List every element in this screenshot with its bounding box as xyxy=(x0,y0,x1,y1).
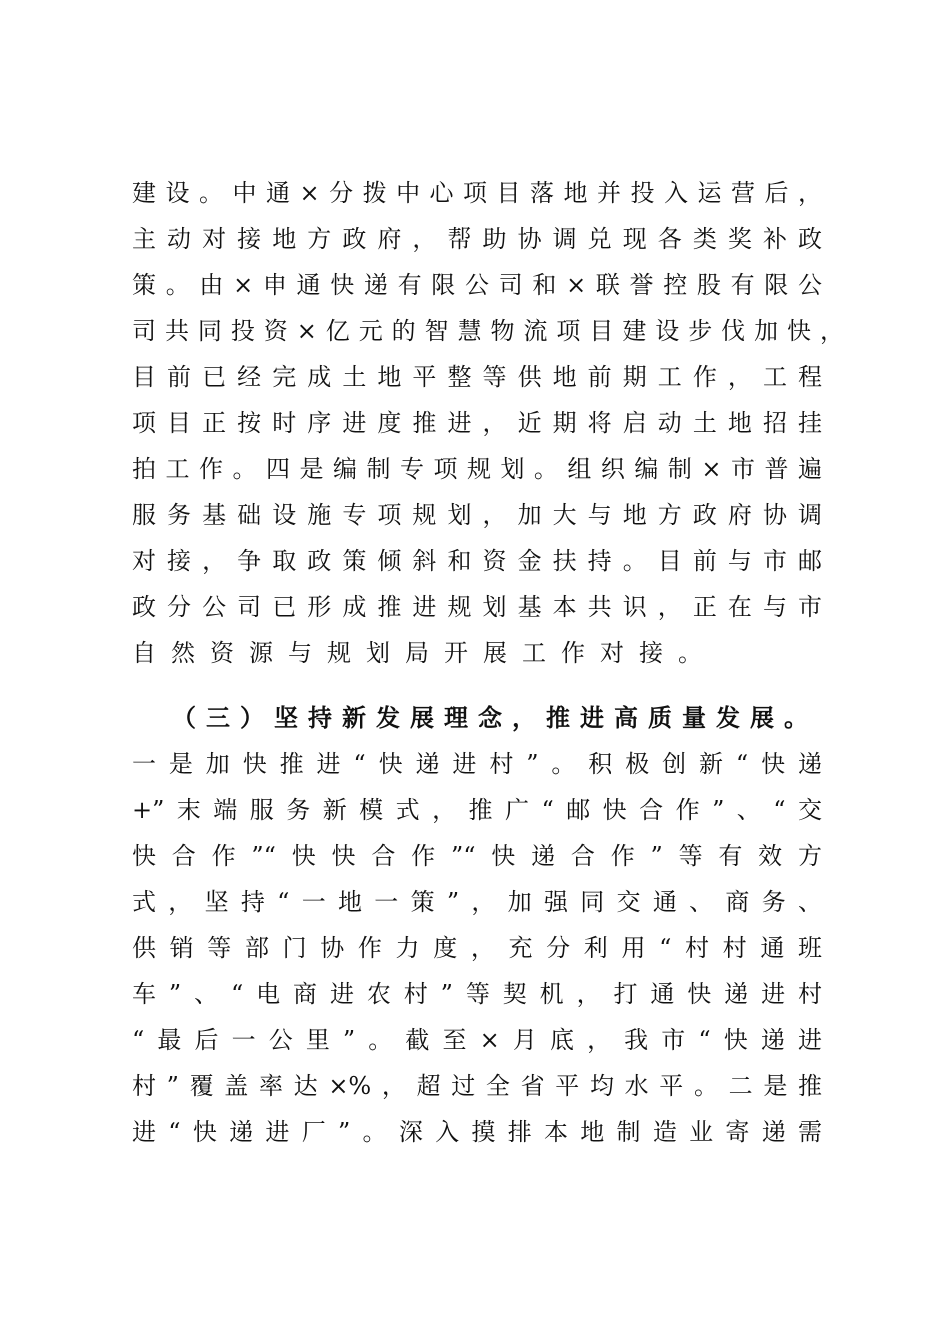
body-line-16: 供销等部门协作力度，充分利用“村村通班 xyxy=(132,934,822,962)
body-line-1: 建设。中通×分拨中心项目落地并投入运营后， xyxy=(132,179,822,207)
body-line-14: 快合作”“快快合作”“快递合作”等有效方 xyxy=(132,842,822,870)
body-line-6: 项目正按时序进度推进，近期将启动土地招挂 xyxy=(132,409,822,437)
body-line-5: 目前已经完成土地平整等供地前期工作，工程 xyxy=(132,363,822,391)
body-line-4: 司共同投资×亿元的智慧物流项目建设步伐加快， xyxy=(132,317,844,345)
body-line-15: 式，坚持“一地一策”，加强同交通、商务、 xyxy=(132,888,822,916)
body-line-18: “最后一公里”。截至×月底，我市“快递进 xyxy=(132,1026,822,1054)
body-line-3: 策。由×申通快递有限公司和×联誉控股有限公 xyxy=(132,271,822,299)
body-line-7: 拍工作。四是编制专项规划。组织编制×市普遍 xyxy=(132,455,822,483)
body-line-2: 主动对接地方政府，帮助协调兑现各类奖补政 xyxy=(132,225,822,253)
body-line-13: +”末端服务新模式，推广“邮快合作”、“交 xyxy=(132,796,822,824)
body-line-10: 政分公司已形成推进规划基本共识，正在与市 xyxy=(132,593,822,621)
body-line-17: 车”、“电商进农村”等契机，打通快递进村 xyxy=(132,980,822,1008)
body-line-8: 服务基础设施专项规划，加大与地方政府协调 xyxy=(132,501,822,529)
body-line-11: 自然资源与规划局开展工作对接。 xyxy=(132,639,717,667)
body-line-12: 一是加快推进“快递进村”。积极创新“快递 xyxy=(132,750,822,778)
body-line-19: 村”覆盖率达×%，超过全省平均水平。二是推 xyxy=(132,1072,822,1100)
body-line-20: 进“快递进厂”。深入摸排本地制造业寄递需 xyxy=(132,1118,822,1146)
section-heading: （三）坚持新发展理念，推进高质量发展。 xyxy=(172,703,818,732)
body-line-9: 对接，争取政策倾斜和资金扶持。目前与市邮 xyxy=(132,547,822,575)
